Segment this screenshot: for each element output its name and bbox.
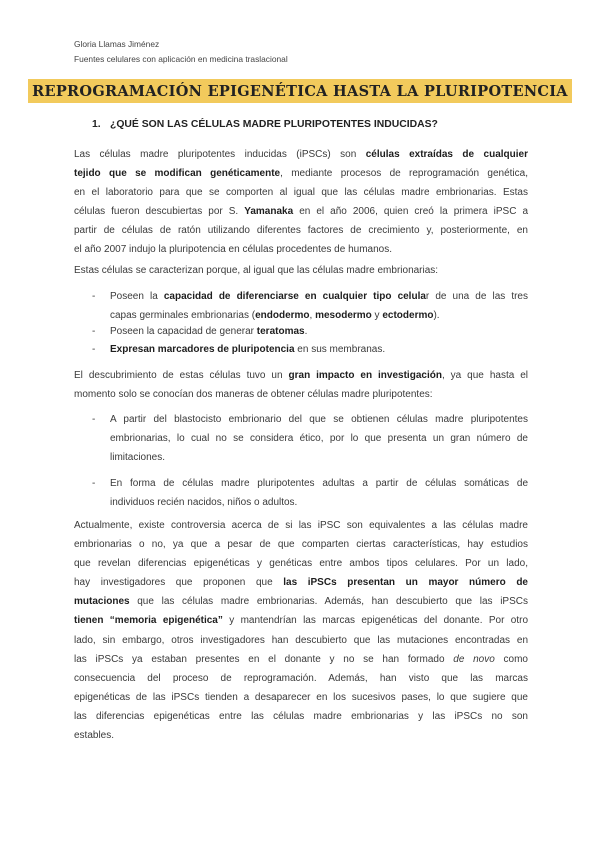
list-item	[92, 410, 528, 468]
paragraph-line: Actualmente, existe controversia acerca de si las iPSC son equivalentes a las células madre	[74, 520, 528, 531]
list-line	[110, 287, 528, 306]
text-run: en sus membranas.	[294, 344, 386, 355]
course-name: Fuentes celulares con aplicación en medicina traslacional	[74, 54, 288, 64]
paragraph-line: embrionarias o no, ya que a pesar de que comparten ciertas características, hay estudios	[74, 539, 528, 551]
list-line: limitaciones.	[110, 452, 166, 464]
text-run: .	[304, 326, 308, 337]
bold-run: las iPSCs presentan un mayor número de	[283, 577, 528, 589]
bold-run: capacidad de diferenciarse en cualquier tipo celula	[163, 291, 426, 302]
text-run: en el año 2006, quien creó la primera iPSC a	[293, 206, 529, 218]
list-dash: -	[92, 291, 96, 302]
paragraph-3	[74, 366, 528, 404]
bold-run: tejido que se modifican genéticamente	[74, 168, 281, 180]
list-item-text	[110, 287, 528, 325]
paragraph-line	[74, 592, 528, 611]
text-run: y mantendrían las marcas epigenéticas del donante. Por otro	[222, 615, 528, 627]
text-run: como	[494, 653, 528, 665]
text-run: , ya que hasta el	[441, 370, 529, 381]
list-line: En forma de células madre pluripotentes adultas a partir de células somáticas de	[110, 478, 528, 489]
text-run: ,	[309, 310, 316, 322]
document-title: REPROGRAMACIÓN EPIGENÉTICA HASTA LA PLURIPOTENCIA	[28, 79, 572, 103]
list-item-text	[110, 340, 528, 359]
text-run: que las células madre embrionarias. Además, han descubierto que las iPSCs	[129, 596, 528, 608]
bold-run: endodermo	[255, 310, 310, 322]
text-run: Poseen la capacidad de generar	[110, 326, 257, 337]
paragraph-line: lado, sin embargo, otros investigadores han descubierto que las mutaciones encontradas en	[74, 634, 528, 646]
paragraph-line	[74, 573, 528, 592]
paragraph-line: Estas células se caracterizan porque, al igual que las células madre embrionarias:	[74, 265, 439, 276]
paragraph-2	[74, 261, 528, 280]
text-run: Poseen la	[110, 291, 164, 302]
bold-run: ectodermo	[382, 310, 434, 322]
section-heading	[92, 119, 438, 130]
bold-run: teratomas	[256, 326, 305, 337]
list-line: A partir del blastocisto embrionario del que se obtienen células madre pluripotentes	[110, 414, 528, 425]
paragraph-line: las diferencias epigenéticas entre las células madre embrionarias y las iPSCs no son	[74, 710, 528, 722]
paragraph-line	[74, 611, 528, 630]
paragraph-line: que revelan diferencias epigenéticas y genéticas entre ambos tipos celulares. Por un lado,	[74, 558, 528, 570]
text-run: ).	[433, 310, 440, 322]
bold-run: Expresan marcadores de pluripotencia	[110, 344, 295, 355]
paragraph-line: consecuencia del proceso de reprogramación. Además, han visto que las marcas	[74, 672, 528, 684]
paragraph-line	[74, 145, 528, 164]
bold-run: células extraídas de cualquier	[365, 149, 528, 160]
list-line: individuos recién nacidos, niños o adultos.	[110, 497, 298, 509]
list-item	[92, 322, 528, 342]
paragraph-line: en el laboratorio para que se comporten al igual que las células madre embrionarias. Estas	[74, 187, 528, 199]
text-run: Las células madre pluripotentes inducidas (iPSCs) son	[74, 149, 366, 160]
text-run: capas germinales embrionarias (	[110, 310, 256, 322]
bold-run: tienen “memoria epigenética”	[74, 615, 223, 627]
list-dash: -	[92, 326, 96, 337]
paragraph-line: el año 2007 indujo la pluripotencia en células procedentes de humanos.	[74, 244, 393, 256]
text-run: y	[371, 310, 383, 322]
section-number: 1.	[92, 119, 101, 130]
page-header	[74, 37, 288, 67]
bold-run: mesodermo	[315, 310, 372, 322]
paragraph-line	[74, 164, 528, 183]
title-block	[0, 79, 600, 103]
paragraph-line: epigenéticas de las iPSCs tienden a desaparecer en los sucesivos pases, lo que sugiere que	[74, 691, 528, 703]
list-dash: -	[92, 414, 96, 425]
paragraph-line: estables.	[74, 730, 115, 742]
list-item	[92, 340, 528, 360]
list-item-text	[110, 474, 528, 512]
bold-run: mutaciones	[74, 596, 130, 608]
list-dash: -	[92, 478, 96, 489]
paragraph-4	[74, 516, 528, 745]
list-dash: -	[92, 344, 96, 355]
list-item	[92, 474, 528, 514]
list-line	[110, 340, 528, 359]
text-run: El descubrimiento de estas células tuvo un	[74, 370, 289, 381]
bold-run: gran impacto en investigación	[288, 370, 442, 381]
section-title: ¿QUÉ SON LAS CÉLULAS MADRE PLURIPOTENTES INDUCIDAS?	[110, 119, 438, 130]
list-line: embrionarias, lo cual no se considera ético, por lo que presenta un gran número de	[110, 433, 528, 445]
text-run: hay investigadores que proponen que	[74, 577, 284, 589]
paragraph-line: momento solo se conocían dos maneras de obtener células madre pluripotentes:	[74, 389, 433, 401]
text-run: las iPSCs ya estaban presentes en el donante y no se han formado	[74, 653, 454, 665]
italic-run: de novo	[453, 653, 495, 665]
list-item	[92, 287, 528, 327]
list-item-text	[110, 410, 528, 467]
paragraph-line	[74, 202, 528, 221]
paragraph-line: partir de células de ratón utilizando diferentes factores de crecimiento y, posteriormente, en	[74, 225, 528, 237]
author-name: Gloria Llamas Jiménez	[74, 39, 160, 49]
bold-run: Yamanaka	[244, 206, 294, 218]
paragraph-1	[74, 145, 528, 260]
paragraph-line	[74, 366, 528, 385]
list-item-text	[110, 322, 528, 341]
text-run: , mediante procesos de reprogramación genética,	[280, 168, 528, 180]
text-run: células fueron descubiertas por S.	[74, 206, 245, 218]
paragraph-line	[74, 650, 528, 669]
list-line	[110, 322, 528, 341]
text-run: r de una de las tres	[425, 291, 528, 302]
